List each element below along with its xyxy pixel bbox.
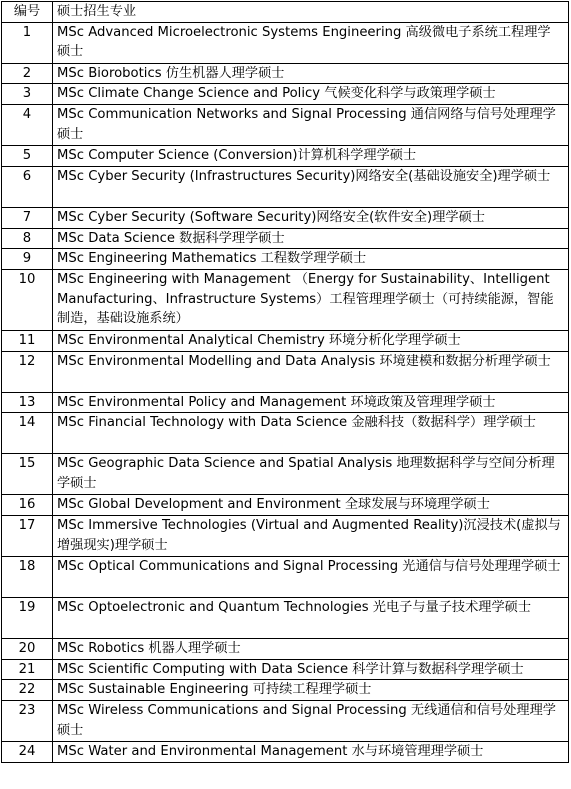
row-number: 13 xyxy=(2,392,53,413)
row-number: 4 xyxy=(2,105,53,146)
table-row xyxy=(2,701,569,742)
program-name: MSc Cyber Security (Infrastructures Security)网络安全(基础设施安全)理学硕士 xyxy=(53,166,569,207)
program-name: MSc Financial Technology with Data Science 金融科技（数据科学）理学硕士 xyxy=(53,413,569,454)
program-name: MSc Wireless Communications and Signal Processing 无线通信和信号处理理学硕士 xyxy=(53,701,569,742)
table-row xyxy=(2,105,569,146)
row-number: 17 xyxy=(2,516,53,557)
row-number: 10 xyxy=(2,269,53,330)
column-header-number: 编号 xyxy=(2,2,53,23)
row-number: 14 xyxy=(2,413,53,454)
program-name: MSc Computer Science (Conversion)计算机科学理学硕士 xyxy=(53,146,569,167)
table-row xyxy=(2,454,569,495)
column-header-program: 硕士招生专业 xyxy=(53,2,569,23)
program-name: MSc Water and Environmental Management 水与环境管理理学硕士 xyxy=(53,742,569,763)
program-name: MSc Cyber Security (Software Security)网络安全(软件安全)理学硕士 xyxy=(53,207,569,228)
row-number: 16 xyxy=(2,495,53,516)
row-number: 11 xyxy=(2,330,53,351)
table-row xyxy=(2,351,569,392)
table-row xyxy=(2,22,569,63)
program-name: MSc Sustainable Engineering 可持续工程理学硕士 xyxy=(53,680,569,701)
table-row xyxy=(2,84,569,105)
program-name: MSc Optical Communications and Signal Processing 光通信与信号处理理学硕士 xyxy=(53,557,569,598)
table-row xyxy=(2,659,569,680)
row-number: 15 xyxy=(2,454,53,495)
table-row xyxy=(2,639,569,660)
program-name: MSc Engineering Mathematics 工程数学理学硕士 xyxy=(53,249,569,270)
table-row xyxy=(2,680,569,701)
row-number: 21 xyxy=(2,659,53,680)
row-number: 5 xyxy=(2,146,53,167)
row-number: 3 xyxy=(2,84,53,105)
table-row xyxy=(2,249,569,270)
table-row xyxy=(2,392,569,413)
masters-programs-table xyxy=(1,1,569,763)
program-name: MSc Data Science 数据科学理学硕士 xyxy=(53,228,569,249)
program-name: MSc Global Development and Environment 全球发展与环境理学硕士 xyxy=(53,495,569,516)
row-number: 1 xyxy=(2,22,53,63)
program-name: MSc Immersive Technologies (Virtual and Augmented Reality)沉浸技术(虚拟与增强现实)理学硕士 xyxy=(53,516,569,557)
table-row xyxy=(2,598,569,639)
row-number: 9 xyxy=(2,249,53,270)
table-row xyxy=(2,495,569,516)
program-name: MSc Climate Change Science and Policy 气候变化科学与政策理学硕士 xyxy=(53,84,569,105)
table-row xyxy=(2,330,569,351)
table-row xyxy=(2,166,569,207)
table-row xyxy=(2,516,569,557)
program-name: MSc Optoelectronic and Quantum Technologies 光电子与量子技术理学硕士 xyxy=(53,598,569,639)
table-header-row xyxy=(2,2,569,23)
table-row xyxy=(2,742,569,763)
row-number: 6 xyxy=(2,166,53,207)
program-name: MSc Advanced Microelectronic Systems Engineering 高级微电子系统工程理学硕士 xyxy=(53,22,569,63)
program-name: MSc Biorobotics 仿生机器人理学硕士 xyxy=(53,63,569,84)
row-number: 18 xyxy=(2,557,53,598)
program-name: MSc Communication Networks and Signal Processing 通信网络与信号处理理学硕士 xyxy=(53,105,569,146)
table-row xyxy=(2,269,569,330)
table-row xyxy=(2,207,569,228)
table-row xyxy=(2,413,569,454)
program-name: MSc Environmental Policy and Management 环境政策及管理理学硕士 xyxy=(53,392,569,413)
row-number: 7 xyxy=(2,207,53,228)
table-row xyxy=(2,63,569,84)
row-number: 24 xyxy=(2,742,53,763)
row-number: 2 xyxy=(2,63,53,84)
program-name: MSc Environmental Modelling and Data Analysis 环境建模和数据分析理学硕士 xyxy=(53,351,569,392)
program-name: MSc Scientific Computing with Data Science 科学计算与数据科学理学硕士 xyxy=(53,659,569,680)
table-row xyxy=(2,228,569,249)
row-number: 8 xyxy=(2,228,53,249)
program-name: MSc Geographic Data Science and Spatial Analysis 地理数据科学与空间分析理学硕士 xyxy=(53,454,569,495)
table-row xyxy=(2,146,569,167)
row-number: 22 xyxy=(2,680,53,701)
program-name: MSc Environmental Analytical Chemistry 环境分析化学理学硕士 xyxy=(53,330,569,351)
row-number: 20 xyxy=(2,639,53,660)
table-row xyxy=(2,557,569,598)
row-number: 19 xyxy=(2,598,53,639)
row-number: 12 xyxy=(2,351,53,392)
program-name: MSc Engineering with Management （Energy for Sustainability、Intelligent Manufacturing、Infrastructure Systems）工程管理理学硕士（可持续能源，智能制造，基础设施系统） xyxy=(53,269,569,330)
program-name: MSc Robotics 机器人理学硕士 xyxy=(53,639,569,660)
row-number: 23 xyxy=(2,701,53,742)
